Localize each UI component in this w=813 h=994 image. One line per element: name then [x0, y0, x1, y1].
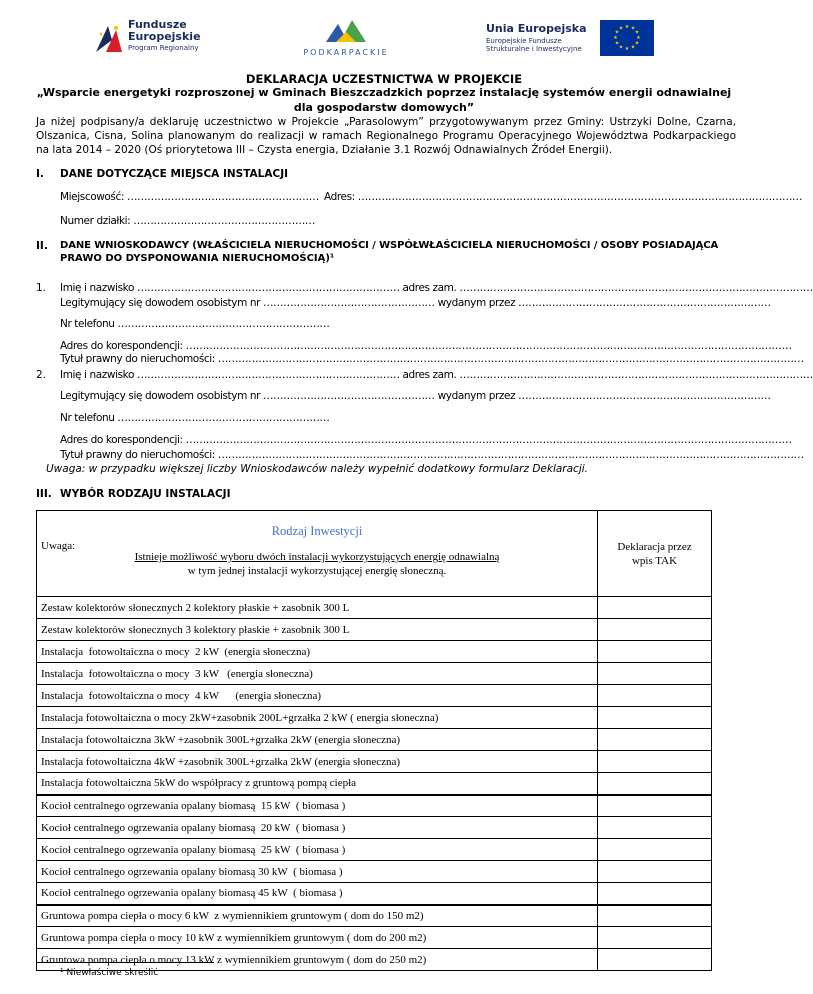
declaration-checkbox-cell[interactable] — [598, 729, 712, 751]
installation-table — [36, 510, 712, 971]
table-row — [37, 597, 712, 619]
table-row — [37, 861, 712, 883]
declaration-checkbox-cell[interactable] — [598, 641, 712, 663]
installation-type-cell: Kocioł centralnego ogrzewania opalany biomasą 15 kW ( biomasa ) — [37, 795, 598, 817]
svg-text:★: ★ — [614, 29, 620, 36]
table-header-line1: Istnieje możliwość wyboru dwóch instalacji wykorzystujących energię odnawialną — [134, 551, 500, 563]
section-3-number: III. — [36, 488, 52, 500]
fundusze-europejskie-icon — [94, 22, 124, 54]
applicant-1-phone-field[interactable]: Nr telefonu ……………………………………………………… — [60, 318, 330, 330]
applicant-2-id-field[interactable]: Legitymujący się dowodem osobistym nr …………………………………………… wydanym przez ………………………………………………………………… — [60, 390, 771, 402]
footnote: ¹ Niewłaściwe skreślić — [60, 968, 159, 978]
table-row — [37, 663, 712, 685]
declaration-checkbox-cell[interactable] — [598, 751, 712, 773]
section-2-number: II. — [36, 240, 48, 252]
section-2-title-line2: PRAWO DO DYSPONOWANIA NIERUCHOMOŚCIĄ)¹ — [60, 253, 335, 264]
applicant-1-number: 1. — [36, 282, 47, 294]
declaration-checkbox-cell[interactable] — [598, 839, 712, 861]
table-row — [37, 685, 712, 707]
fundusze-europejskie-logo: Fundusze Europejskie Program Regionalny — [94, 18, 214, 58]
svg-text:★: ★ — [613, 35, 618, 41]
table-row — [37, 839, 712, 861]
eu-flag-icon — [600, 20, 654, 56]
table-header-declaration: Deklaracja przez wpis TAK — [598, 511, 712, 597]
installation-type-cell: Zestaw kolektorów słonecznych 2 kolektory płaskie + zasobnik 300 L — [37, 597, 598, 619]
svg-text:★: ★ — [630, 44, 636, 51]
declaration-checkbox-cell[interactable] — [598, 663, 712, 685]
applicant-1-title-field[interactable]: Tytuł prawny do nieruchomości: ………………………………………………………………………………………………………………………………………………………… — [60, 353, 804, 365]
installation-type-cell: Gruntowa pompa ciepła o mocy 13 kW z wymiennikiem gruntowym ( dom do 250 m2) — [37, 949, 598, 971]
installation-type-cell: Kocioł centralnego ogrzewania opalany biomasą 20 kW ( biomasa ) — [37, 817, 598, 839]
unia-europejska-logo: Unia Europejska Europejskie Fundusze Strukturalne i Inwestycyjne ★ ★ ★ ★ ★ ★ ★ ★ ★ ★ ★ ★ — [486, 20, 698, 58]
installation-type-cell: Instalacja fotowoltaiczna 4kW +zasobnik 300L+grzałka 2kW (energia słoneczna) — [37, 751, 598, 773]
applicant-1-name-address-field[interactable]: Imię i nazwisko …………………………………………………………………… adres zam. …………………………………………………………………………………………… — [60, 282, 813, 294]
declaration-checkbox-cell[interactable] — [598, 927, 712, 949]
table-row — [37, 795, 712, 817]
applicant-1-correspondence-field[interactable]: Adres do korespondencji: ……………………………………………………………………………………………………………………………………………………………… — [60, 340, 792, 352]
podkarpackie-logo: PODKARPACKIE — [286, 18, 406, 60]
svg-text:★: ★ — [618, 25, 624, 32]
table-row — [37, 619, 712, 641]
svg-text:★: ★ — [614, 40, 620, 47]
installation-type-cell: Zestaw kolektorów słonecznych 3 kolektory płaskie + zasobnik 300 L — [37, 619, 598, 641]
table-row — [37, 883, 712, 905]
project-subtitle-line1: „Wsparcie energetyki rozproszonej w Gminach Bieszczadzkich poprzez instalację systemów energii odnawialnej — [36, 86, 732, 99]
applicant-1-id-field[interactable]: Legitymujący się dowodem osobistym nr …………………………………………… wydanym przez ………………………………………………………………… — [60, 297, 771, 309]
svg-text:★: ★ — [630, 25, 636, 32]
intro-paragraph: Ja niżej podpisany/a deklaruję uczestnictwo w Projekcie „Parasolowym” przygotowywanym przez Gminy: Ustrzyki Dolne, Czarna, Olszanica, Cisna, Solina planowanym do realizacji w ramach Regionalnego Programu Operacyjnego Województwa Podkarpackiego na lata 2014 – 2020 (Oś priorytetowa III – Czysta energia, Działanie 3.1 Rozwój Odnawialnych Źródeł Energii). — [36, 116, 736, 156]
declaration-checkbox-cell[interactable] — [598, 795, 712, 817]
installation-type-cell: Instalacja fotowoltaiczna o mocy 4 kW (energia słoneczna) — [37, 685, 598, 707]
additional-applicants-note: Uwaga: w przypadku większej liczby Wnioskodawców należy wypełnić dodatkowy formularz Deklaracji. — [46, 463, 589, 475]
svg-text:★: ★ — [624, 24, 630, 30]
podkarpackie-mountains-icon — [326, 18, 366, 44]
project-subtitle-line2: dla gospodarstw domowych” — [293, 101, 475, 114]
installation-type-cell: Instalacja fotowoltaiczna 3kW +zasobnik 300L+grzałka 2kW (energia słoneczna) — [37, 729, 598, 751]
applicant-2-number: 2. — [36, 369, 47, 381]
numer-dzialki-field[interactable]: Numer działki: ……………………………………………… — [60, 215, 316, 227]
header-logos — [94, 18, 694, 60]
declaration-checkbox-cell[interactable] — [598, 619, 712, 641]
declaration-checkbox-cell[interactable] — [598, 905, 712, 927]
installation-type-cell: Instalacja fotowoltaiczna 5kW do współpracy z gruntową pompą ciepła — [37, 773, 598, 795]
table-row — [37, 773, 712, 795]
declaration-checkbox-cell[interactable] — [598, 817, 712, 839]
table-row — [37, 927, 712, 949]
section-1-number: I. — [36, 168, 44, 180]
installation-type-cell: Instalacja fotowoltaiczna o mocy 3 kW (energia słoneczna) — [37, 663, 598, 685]
declaration-checkbox-cell[interactable] — [598, 685, 712, 707]
document-title: DEKLARACJA UCZESTNICTWA W PROJEKCIE — [245, 72, 523, 86]
table-row — [37, 817, 712, 839]
table-header-type — [37, 511, 598, 597]
installation-type-cell: Gruntowa pompa ciepła o mocy 6 kW z wymiennikiem gruntowym ( dom do 150 m2) — [37, 905, 598, 927]
table-header-note: Uwaga: — [41, 540, 76, 552]
svg-text:★: ★ — [634, 29, 640, 36]
table-row — [37, 707, 712, 729]
section-2-title-line1: DANE WNIOSKODAWCY (WŁAŚCICIELA NIERUCHOMOŚCI / WSPÓŁWŁAŚCICIELA NIERUCHOMOŚCI / OSOBY POSIADAJĄCA — [60, 240, 719, 251]
declaration-checkbox-cell[interactable] — [598, 597, 712, 619]
installation-type-cell: Instalacja fotowoltaiczna o mocy 2 kW (energia słoneczna) — [37, 641, 598, 663]
table-header-title: Rodzaj Inwestycji — [271, 524, 363, 538]
table-row — [37, 729, 712, 751]
footnote-divider — [36, 962, 214, 963]
declaration-checkbox-cell[interactable] — [598, 707, 712, 729]
applicant-2-title-field[interactable]: Tytuł prawny do nieruchomości: ………………………………………………………………………………………………………………………………………………………… — [60, 449, 804, 461]
table-row — [37, 751, 712, 773]
table-header-line2: w tym jednej instalacji wykorzystującej energię słoneczną. — [187, 565, 447, 577]
applicant-2-name-address-field[interactable]: Imię i nazwisko …………………………………………………………………… adres zam. …………………………………………………………………………………………… — [60, 369, 813, 381]
section-1-title: DANE DOTYCZĄCE MIEJSCA INSTALACJI — [60, 168, 289, 180]
declaration-checkbox-cell[interactable] — [598, 773, 712, 795]
adres-field[interactable]: Adres: …………………………………………………………………………………………………………………… — [324, 191, 803, 203]
applicant-2-correspondence-field[interactable]: Adres do korespondencji: ……………………………………………………………………………………………………………………………………………………………… — [60, 434, 792, 446]
applicant-2-phone-field[interactable]: Nr telefonu ……………………………………………………… — [60, 412, 330, 424]
declaration-checkbox-cell[interactable] — [598, 949, 712, 971]
installation-type-cell: Kocioł centralnego ogrzewania opalany biomasą 45 kW ( biomasa ) — [37, 883, 598, 905]
declaration-checkbox-cell[interactable] — [598, 861, 712, 883]
table-row — [37, 641, 712, 663]
svg-text:★: ★ — [634, 40, 640, 47]
section-3-title: WYBÓR RODZAJU INSTALACJI — [60, 488, 231, 500]
installation-type-cell: Instalacja fotowoltaiczna o mocy 2kW+zasobnik 200L+grzałka 2 kW ( energia słoneczna) — [37, 707, 598, 729]
svg-text:★: ★ — [636, 35, 641, 41]
declaration-checkbox-cell[interactable] — [598, 883, 712, 905]
miejscowosc-field[interactable]: Miejscowość: ………………………………………………… — [60, 191, 319, 203]
table-row — [37, 905, 712, 927]
svg-text:★: ★ — [618, 44, 624, 51]
svg-text:★: ★ — [624, 46, 630, 52]
installation-type-cell: Kocioł centralnego ogrzewania opalany biomasą 25 kW ( biomasa ) — [37, 839, 598, 861]
installation-type-cell: Gruntowa pompa ciepła o mocy 10 kW z wymiennikiem gruntowym ( dom do 200 m2) — [37, 927, 598, 949]
installation-type-cell: Kocioł centralnego ogrzewania opalany biomasą 30 kW ( biomasa ) — [37, 861, 598, 883]
